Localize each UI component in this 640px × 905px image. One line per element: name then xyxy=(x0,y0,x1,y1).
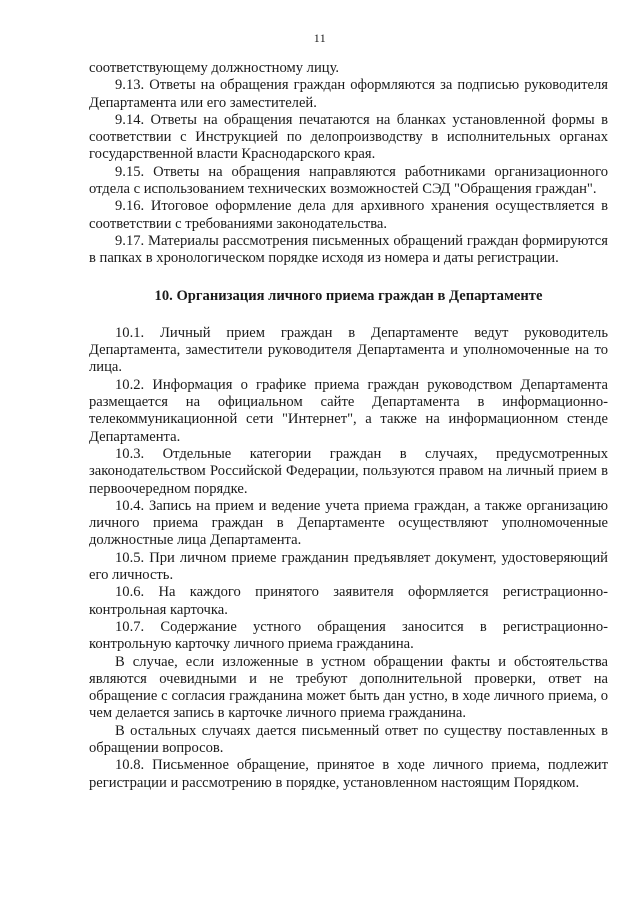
paragraph: 10.3. Отдельные категории граждан в случаях, предусмотренных законодательством Российской Федерации, пользуются правом на личный прием в первоочередном порядке. xyxy=(89,445,608,497)
paragraph: В остальных случаях дается письменный ответ по существу поставленных в обращении вопросов. xyxy=(89,722,608,756)
paragraph: соответствующему должностному лицу. xyxy=(89,60,340,76)
paragraph: 9.15. Ответы на обращения направляются работниками организационного отдела с использованием технических возможностей СЭД "Обращения граждан". xyxy=(89,163,608,198)
paragraph: 10.7. Содержание устного обращения заносится в регистрационно-контрольную карточку личного приема гражданина. xyxy=(89,618,608,653)
page-number: 11 xyxy=(313,31,327,45)
document-body xyxy=(89,60,608,792)
paragraphs-before xyxy=(89,60,608,268)
paragraph: 9.16. Итоговое оформление дела для архивного хранения осуществляется в соответствии с требованиями законодательства. xyxy=(89,198,608,232)
paragraph: 9.13. Ответы на обращения граждан оформляются за подписью руководителя Департамента или его заместителей. xyxy=(89,77,608,111)
paragraph: 10.5. При личном приеме гражданин предъявляет документ, удостоверяющий его личность. xyxy=(89,549,608,584)
paragraph: В случае, если изложенные в устном обращении факты и обстоятельства являются очевидными и не требуют дополнительной проверки, ответ на обращение с согласия гражданина может быть дан устно, в ходе личного приема, о чем делается запись в карточке личного приема гражданина. xyxy=(89,653,608,722)
paragraphs-after xyxy=(89,325,608,792)
paragraph: 10.2. Информация о графике приема граждан руководством Департамента размещается на официальном сайте Департамента в информационно-телекоммуникационной сети "Интернет", а также на информационном стенде Департамента. xyxy=(89,376,608,445)
paragraph: 9.17. Материалы рассмотрения письменных обращений граждан формируются в папках в хронологическом порядке исходя из номера и даты регистрации. xyxy=(89,232,608,267)
paragraph: 10.4. Запись на прием и ведение учета приема граждан, а также организацию личного приема граждан в Департаменте осуществляют уполномоченные должностные лица Департамента. xyxy=(89,497,608,549)
section-heading: 10. Организация личного приема граждан в Департаменте xyxy=(154,287,543,304)
paragraph: 10.8. Письменное обращение, принятое в ходе личного приема, подлежит регистрации и рассмотрению в порядке, установленном настоящим Порядком. xyxy=(89,757,608,791)
paragraph: 10.6. На каждого принятого заявителя оформляется регистрационно-контрольная карточка. xyxy=(89,584,608,618)
paragraph: 10.1. Личный прием граждан в Департаменте ведут руководитель Департамента, заместители руководителя Департамента и уполномоченные на то лица. xyxy=(89,324,608,376)
paragraph: 9.14. Ответы на обращения печатаются на бланках установленной формы в соответствии с Инструкцией по делопроизводству в исполнительных органах государственной власти Краснодарского края. xyxy=(89,111,608,163)
